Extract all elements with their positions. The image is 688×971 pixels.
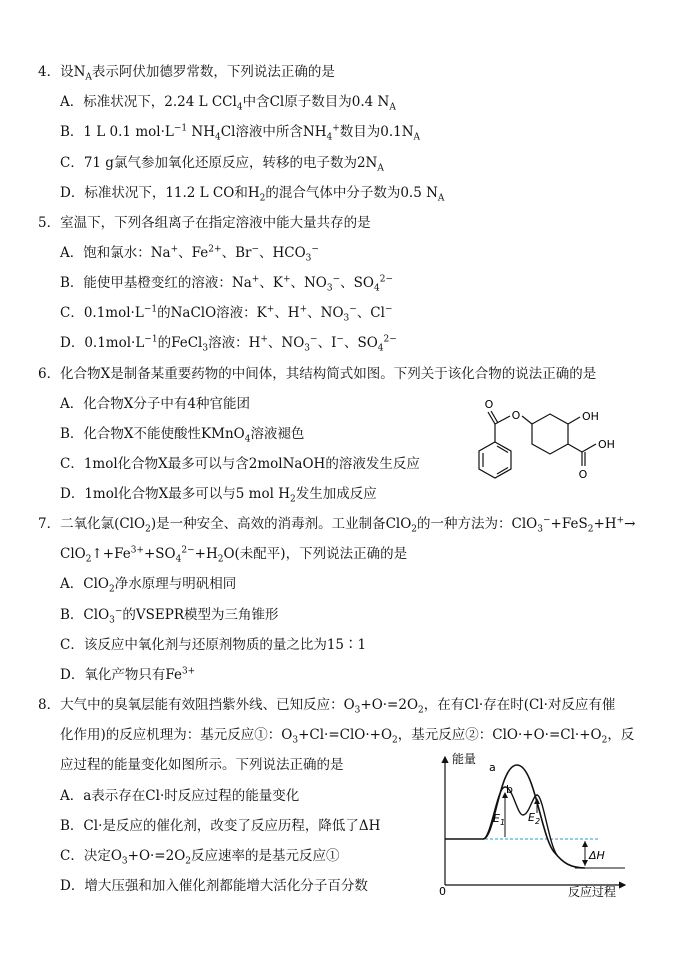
acid-carbonyl-oxygen-label: O [578,468,588,481]
question-5-stem: 5．室温下，下列各组离子在指定溶液中能大量共存的是 [38,215,371,231]
curve-a-label: a [489,761,496,774]
benzene-ring [479,442,511,478]
molecule-structure-diagram [470,386,640,486]
question-4-option-d: D．标准状况下，11.2 L CO和$H_2$的混合气体中分子数为0.5 $N_A$ [60,185,445,204]
question-6-stem: 6．化合物X是制备某重要药物的中间体，其结构简式如图。下列关于该化合物的说法正确的是 [38,366,597,382]
question-8-option-b: B．Cl·是反应的催化剂，改变了反应历程，降低了ΔH [60,818,381,834]
ester-oxygen-label: O [511,409,521,422]
question-6-option-b: B．化合物X不能使酸性KMnO$_4$溶液褪色 [60,426,305,445]
question-7-stem-continued: $ClO_2↑+Fe^{3+}+SO_4^{2-}+H_2O$(未配平)，下列说法正确的是 [60,545,408,565]
question-5-option-a: A．饱和氯水：Na+、$Fe^{2+}$、Br−、$HCO_3^-$ [60,244,319,264]
question-8-option-a: A．a表示存在Cl·时反应过程的能量变化 [60,788,300,804]
question-7-option-c: C．该反应中氧化剂与还原剂物质的量之比为15∶1 [60,637,367,653]
question-5-option-b: B．能使甲基橙变红的溶液：Na+、K+、$NO_3^-$、$SO_4^{2-}$ [60,274,393,294]
question-5-option-c: C．$0.1mol\cdot L^{-1}$的NaClO溶液：K+、H+、$NO_3^-$、Cl− [60,304,393,324]
curve-b-label: b [506,783,513,796]
question-7-option-b: B．ClO$_3$−的VSEPR模型为三角锥形 [60,606,279,626]
question-6-option-d: D．1mol化合物X最多可以与5 mol $H_2$发生加成反应 [60,486,377,505]
carboxyl-oh-label: OH [598,438,615,451]
carbonyl-oxygen-label: O [484,398,494,411]
y-axis-label: 能量 [452,752,477,766]
curve-a [445,765,585,868]
delta-h-label: ΔH [589,849,605,862]
question-4-option-c: C．71 g氯气参加氧化还原反应，转移的电子数为$2N_A$ [60,155,384,174]
question-8-option-c: C．决定$O_3+O\cdot=2O_2$反应速率的是基元反应① [60,848,340,867]
hydroxyl-label: OH [582,410,599,423]
cyclohexane-ring [532,414,568,454]
x-axis-label: 反应过程 [568,885,617,899]
question-4-stem: 4．设$N_A$表示阿伏加德罗常数，下列说法正确的是 [38,64,335,83]
question-8-stem: 8．大气中的臭氧层能有效阻挡紫外线、已知反应：$O_3+O\cdot=2O_2$，在有Cl·存在时(Cl·对反应有催 [38,697,616,716]
question-5-option-d: D．$0.1mol\cdot L^{-1}$的FeCl$_3$溶液：H+、$NO_3^-$、I−、$SO_4^{2-}$ [60,334,397,354]
question-7-option-a: A．ClO$_2$净水原理与明矾相同 [60,576,237,595]
question-4-option-b: B．1 L 0.1 $mol\cdot L^{-1}$ $NH_4Cl$溶液中所含$NH_4^+$数目为$0.1N_A$ [60,123,421,143]
question-8-option-d: D．增大压强和加入催化剂都能增大活化分子百分数 [60,878,368,894]
question-7-stem: 7．二氧化氯(ClO$_2$)是一种安全、高效的消毒剂。工业制备ClO$_2$的一种方法为：ClO$_3$−+FeS$_2$+H+→ [38,515,636,535]
question-6-option-a: A．化合物X分子中有4种官能团 [60,396,250,412]
e2-label: $E_2$ [528,811,541,826]
question-7-option-d: D．氧化产物只有$Fe^{3+}$ [60,666,196,683]
question-4-option-a: A．标准状况下，2.24 L CCl$_4$中含Cl原子数目为0.4 $N_A$ [60,94,396,113]
energy-profile-diagram [425,745,640,900]
question-6-option-c: C．1mol化合物X最多可以与含2molNaOH的溶液发生反应 [60,456,420,472]
origin-label: 0 [439,885,446,898]
question-8-stem-line3: 应过程的能量变化如图所示。下列说法正确的是 [60,757,344,773]
e1-label: $E_1$ [493,812,506,827]
question-8-stem-line2: 化作用)的反应机理为：基元反应①：$O_3+Cl\cdot=ClO\cdot+O_2$，基元反应②：$ClO\cdot+O\cdot=Cl\cdot+O_2$，反 [60,727,635,746]
